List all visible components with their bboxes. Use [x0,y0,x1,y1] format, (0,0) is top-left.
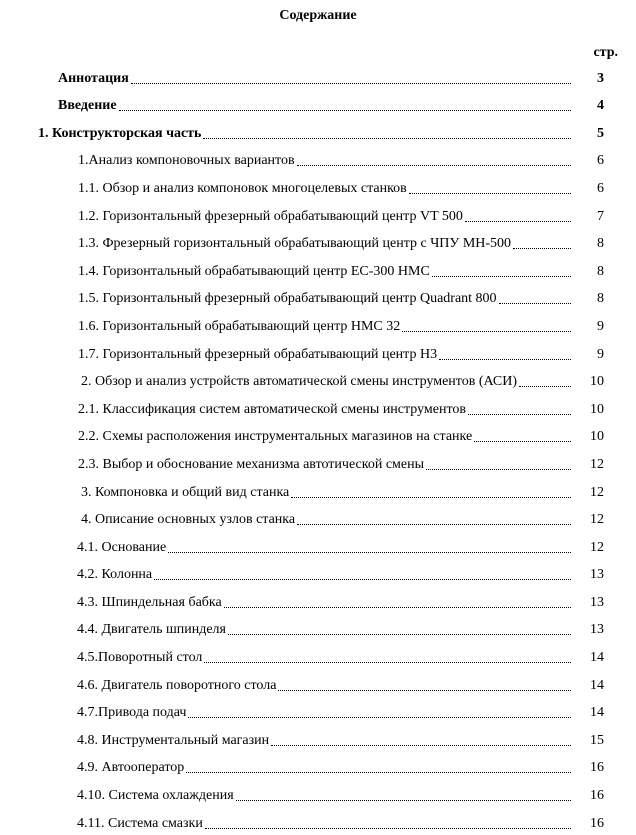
toc-entry[interactable] [0,504,636,532]
toc-entry-label: 2.1. Классификация систем автоматической смены инструментов [78,401,467,417]
toc-entry[interactable] [0,697,636,725]
toc-entry[interactable] [0,393,636,421]
dot-leader [499,303,571,304]
toc-entry-page: 13 [590,567,604,583]
dot-leader [236,800,571,801]
toc-entry[interactable] [0,283,636,311]
toc-entry-annotation[interactable] [0,62,636,90]
dot-leader [291,497,571,498]
dot-leader [131,83,571,84]
dot-leader [278,690,571,691]
dot-leader [154,579,571,580]
toc-entry-label: 1.3. Фрезерный горизонтальный обрабатывающий центр с ЧПУ МН-500 [78,236,512,252]
toc-entry[interactable] [0,586,636,614]
toc-entry-label: 4.4. Двигатель шпинделя [77,622,226,638]
toc-entry-page: 3 [597,70,604,86]
toc-entry-page: 15 [590,732,604,748]
toc-entry[interactable] [0,724,636,752]
dot-leader [119,110,571,111]
toc-entry-label: 4.9. Автооператор [77,760,185,776]
toc-entry[interactable] [0,641,636,669]
toc-entry-label: 1.4. Горизонтальный обрабатывающий центр EC-300 HMC [78,263,430,279]
toc-entry-page: 13 [590,594,604,610]
toc-entry-page: 16 [590,815,604,831]
dot-leader [402,331,571,332]
toc-entry[interactable] [0,228,636,256]
dot-leader [228,634,571,635]
toc-entry[interactable] [0,366,636,394]
toc-entry-page: 10 [590,401,604,417]
dot-leader [474,441,571,442]
toc-entry-label: 4.3. Шпиндельная бабка [77,594,222,610]
toc-entry-label: 4. Описание основных узлов станка [81,512,296,528]
toc-entry-page: 8 [597,236,604,252]
toc-entry-page: 8 [597,291,604,307]
dot-leader [409,193,571,194]
dot-leader [513,248,571,249]
toc-entry-label: 3. Компоновка и общий вид станка [81,484,290,500]
toc-entry-page: 14 [590,677,604,693]
table-of-contents [0,62,636,835]
dot-leader [188,717,571,718]
toc-entry-page: 12 [590,539,604,555]
dot-leader [426,469,571,470]
toc-entry-label: 1.1. Обзор и анализ компоновок многоцелевых станков [78,180,407,196]
toc-entry-label: 1.5. Горизонтальный фрезерный обрабатывающий центр Quadrant 800 [78,291,497,307]
toc-entry-page: 10 [590,374,604,390]
dot-leader [203,138,571,139]
toc-entry[interactable] [0,448,636,476]
toc-entry-label: 4.10. Система охлаждения [77,788,234,804]
toc-entry-label: 4.7.Привода подач [77,705,187,721]
toc-entry-label: 4.6. Двигатель поворотного стола [77,677,277,693]
toc-entry-label: 1.7. Горизонтальный фрезерный обрабатывающий центр H3 [78,346,438,362]
toc-entry-page: 16 [590,760,604,776]
toc-entry-page: 7 [597,208,604,224]
dot-leader [186,772,571,773]
toc-entry[interactable] [0,531,636,559]
dot-leader [204,662,571,663]
toc-entry-label: 1.Анализ компоновочных вариантов [78,153,295,169]
toc-entry[interactable] [0,807,636,835]
toc-entry-page: 16 [590,788,604,804]
toc-entry[interactable] [0,338,636,366]
dot-leader [439,359,571,360]
toc-entry-introduction[interactable] [0,90,636,118]
dot-leader [297,524,571,525]
dot-leader [271,745,571,746]
toc-entry[interactable] [0,200,636,228]
toc-entry-page: 6 [597,153,604,169]
toc-entry-label: 4.5.Поворотный стол [77,650,203,666]
toc-entry[interactable] [0,145,636,173]
dot-leader [205,828,571,829]
toc-entry-page: 9 [597,318,604,334]
dot-leader [224,607,571,608]
toc-entry[interactable] [0,421,636,449]
toc-entry-label: 4.2. Колонна [77,567,153,583]
dot-leader [468,414,571,415]
toc-entry-label: 4.11. Система смазки [77,815,203,831]
toc-entry-label: 1.2. Горизонтальный фрезерный обрабатывающий центр VT 500 [78,208,463,224]
dot-leader [297,165,571,166]
toc-entry-page: 12 [590,456,604,472]
toc-entry[interactable] [0,669,636,697]
toc-entry[interactable] [0,614,636,642]
toc-entry-page: 9 [597,346,604,362]
toc-entry[interactable] [0,752,636,780]
dot-leader [519,386,571,387]
toc-entry-page: 12 [590,484,604,500]
toc-entry-page: 14 [590,650,604,666]
toc-entry-label: 2.2. Схемы расположения инструментальных магазинов на станке [78,429,473,445]
toc-entry-page: 4 [597,98,604,114]
toc-entry[interactable] [0,476,636,504]
toc-entry[interactable] [0,255,636,283]
toc-entry-section-1[interactable] [0,117,636,145]
toc-entry-page: 5 [597,125,604,141]
toc-entry-label: 4.1. Основание [77,539,167,555]
toc-entry[interactable] [0,779,636,807]
toc-entry-page: 13 [590,622,604,638]
toc-entry-label: 2.3. Выбор и обоснование механизма автотической смены [78,456,425,472]
page-title: Содержание [279,8,357,23]
toc-entry-label: 1. Конструкторская часть [38,125,202,141]
toc-entry-page: 6 [597,180,604,196]
toc-entry-page: 10 [590,429,604,445]
dot-leader [168,552,571,553]
dot-leader [465,221,571,222]
toc-entry-label: Аннотация [58,70,129,86]
toc-entry-label: 4.8. Инструментальный магазин [77,732,270,748]
toc-entry[interactable] [0,310,636,338]
toc-entry-page: 14 [590,705,604,721]
page-column-header: стр. [593,45,618,60]
toc-entry-page: 12 [590,512,604,528]
toc-entry[interactable] [0,172,636,200]
toc-entry-label: 1.6. Горизонтальный обрабатывающий центр HMC 32 [78,318,401,334]
toc-entry-label: Введение [58,98,117,114]
toc-entry[interactable] [0,559,636,587]
toc-entry-page: 8 [597,263,604,279]
dot-leader [432,276,571,277]
toc-entry-label: 2. Обзор и анализ устройств автоматической смены инструментов (АСИ) [81,374,518,390]
